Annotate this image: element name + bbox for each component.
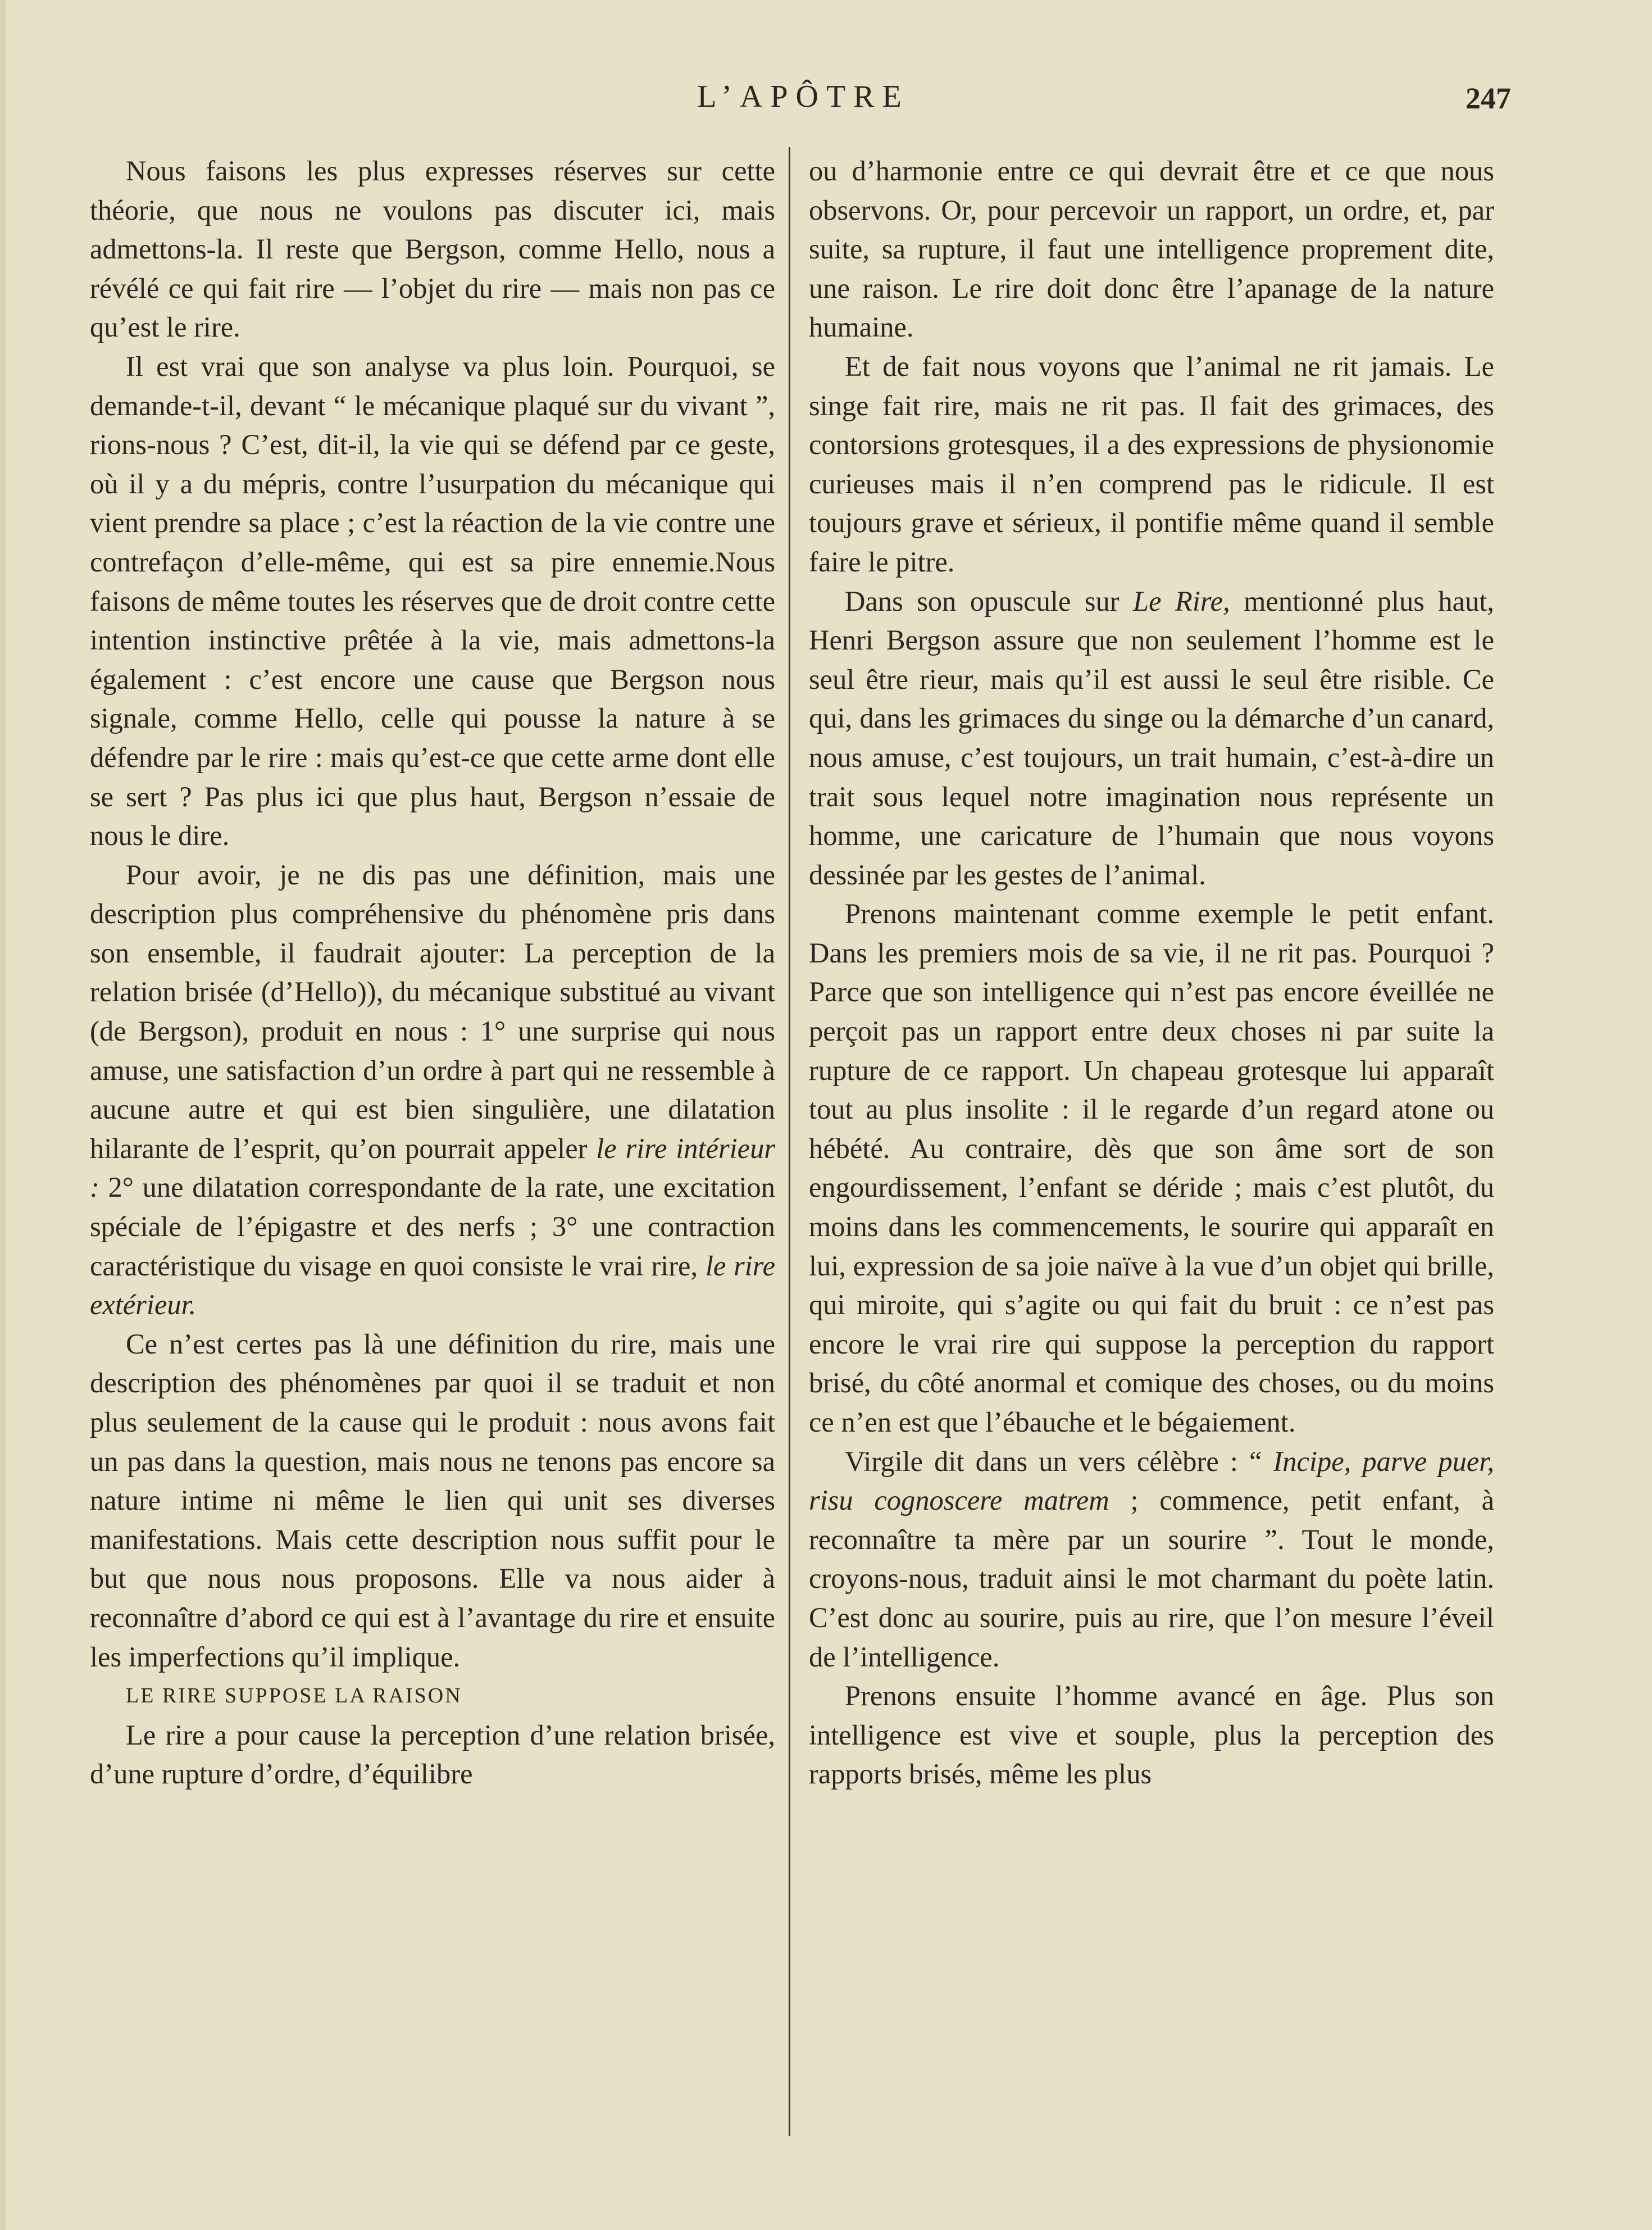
paragraph: Ce n’est certes pas là une définition du rire, mais une description des phénomènes par quoi il se traduit et non plus seulement de la cause qui le produit : nous avons fait un pas dans la question, mais nous ne tenons pas encore sa nature intime ni même le lien qui unit ses diverses manifestations. Mais cette description nous suffit pour le but que nous nous proposons. Elle va nous aider à reconnaître d’abord ce qui est à l’avantage du rire et ensuite les imperfections qu’il implique. [90, 1328, 775, 1673]
paragraph [809, 1442, 1494, 1677]
page-number: 247 [1466, 81, 1511, 115]
text-run: Pour avoir, je ne dis pas une définition, mais une description plus compréhensive du phénomène pris dans son ensemble, il faudrait ajouter: La perception de la relation brisée (d’Hello)), du mécanique substitué au vivant (de Bergson), produit en nous : 1° une surprise qui nous amuse, une satisfaction d’un ordre à part qui ne ressemble à aucune autre et qui est bien singulière, une dilatation hilarante de l’esprit, qu’on pourrait appeler [90, 859, 775, 1164]
right-column [809, 152, 1494, 1794]
text-run: Virgile dit dans un vers célèbre : “ [845, 1445, 1273, 1477]
paragraph: Et de fait nous voyons que l’animal ne rit jamais. Le singe fait rire, mais ne rit pas. Il fait des grimaces, des contorsions grotesques, il a des expressions de physionomie curieuses mais il n’en comprend pas le ridicule. Il est toujours grave et sérieux, il pontifie même quand il semble faire le pitre. [809, 350, 1494, 578]
page-edge [0, 0, 6, 2230]
paragraph: Prenons maintenant comme exemple le petit enfant. Dans les premiers mois de sa vie, il ne rit pas. Pourquoi ? Parce que son intelligence qui n’est pas encore éveillée ne perçoit pas un rapport entre deux choses ni par suite la rupture de ce rapport. Un chapeau grotesque lui apparaît tout au plus insolite : il le regarde d’un regard atone ou hébété. Au contraire, dès que son âme sort de son engourdissement, l’enfant se déride ; mais c’est plutôt, du moins dans les commencements, le sourire qui apparaît en lui, expression de sa joie naïve à la vue d’un objet qui brille, qui miroite, qui s’agite ou qui fait du bruit : ce n’est pas encore le vrai rire qui suppose la perception du rapport brisé, du côté anormal et comique des choses, ou du moins ce n’en est que l’ébauche et le bégaiement. [809, 898, 1494, 1438]
italic-phrase: le rire extérieur. [90, 1250, 775, 1321]
section-heading: LE RIRE SUPPOSE LA RAISON [126, 1684, 462, 1708]
text-run: mentionné plus haut, Henri Bergson assure que non seulement l’homme est le seul être rieur, mais qu’il est aussi le seul être risible. Ce qui, dans les grimaces du singe ou la démarche d’un canard, nous amuse, c’est toujours, un trait humain, c’est-à-dire un trait sous lequel notre imagination nous représente un homme, une caricature de l’humain que nous voyons dessinée par les gestes de l’animal. [809, 585, 1494, 891]
paragraph: Nous faisons les plus expresses réserves sur cette théorie, que nous ne voulons pas discuter ici, mais admettons-la. Il reste que Bergson, comme Hello, nous a révélé ce qui fait rire — l’objet du rire — mais non pas ce qu’est le rire. [90, 155, 775, 343]
italic-phrase: Le Rire, [1133, 585, 1230, 617]
paragraph: Il est vrai que son analyse va plus loin. Pourquoi, se demande-t-il, devant “ le mécanique plaqué sur du vivant ”, rions-nous ? C’est, dit-il, la vie qui se défend par ce geste, où il y a du mépris, contre l’usurpation du mécanique qui vient prendre sa place ; c’est la réaction de la vie contre une contrefaçon d’elle-même, qui est sa pire ennemie.Nous faisons de même toutes les réserves que de droit contre cette intention instinctive prêtée à la vie, mais admettons-la également : c’est encore une cause que Bergson nous signale, comme Hello, celle qui pousse la nature à se défendre par le rire : mais qu’est-ce que cette arme dont elle se sert ? Pas plus ici que plus haut, Bergson n’essaie de nous le dire. [90, 350, 775, 852]
running-header: L’APÔTRE [697, 79, 909, 114]
paragraph: Prenons ensuite l’homme avancé en âge. Plus son intelligence est vive et souple, plus la perception des rapports brisés, même les plus [809, 1680, 1494, 1790]
paragraph-continued: ou d’harmonie entre ce qui devrait être et ce que nous observons. Or, pour percevoir un rapport, un ordre, et, par suite, sa rupture, il faut une intelligence proprement dite, une raison. Le rire doit donc être l’apanage de la nature humaine. [809, 155, 1494, 343]
italic-phrase: Incipe, parve puer, risu cognoscere matrem [809, 1445, 1494, 1516]
column-divider [789, 147, 790, 2136]
paragraph: Le rire a pour cause la perception d’une relation brisée, d’une rupture d’ordre, d’équilibre [90, 1719, 775, 1790]
text-run: 2° une dilatation correspondante de la rate, une excitation spéciale de l’épigastre et des nerfs ; 3° une contraction caractéristique du visage en quoi consiste le vrai rire, [90, 1171, 775, 1282]
paragraph [809, 582, 1494, 895]
italic-phrase: le rire intérieur : [90, 1132, 776, 1203]
text-run: Dans son opuscule sur [845, 585, 1134, 617]
text-run: ; commence, petit enfant, à reconnaître ta mère par un sourire ”. Tout le monde, croyons-nous, traduit ainsi le mot charmant du poète latin. C’est donc au sourire, puis au rire, que l’on mesure l’éveil de l’intelligence. [809, 1484, 1494, 1673]
left-column [90, 152, 775, 1794]
paragraph [90, 856, 775, 1325]
